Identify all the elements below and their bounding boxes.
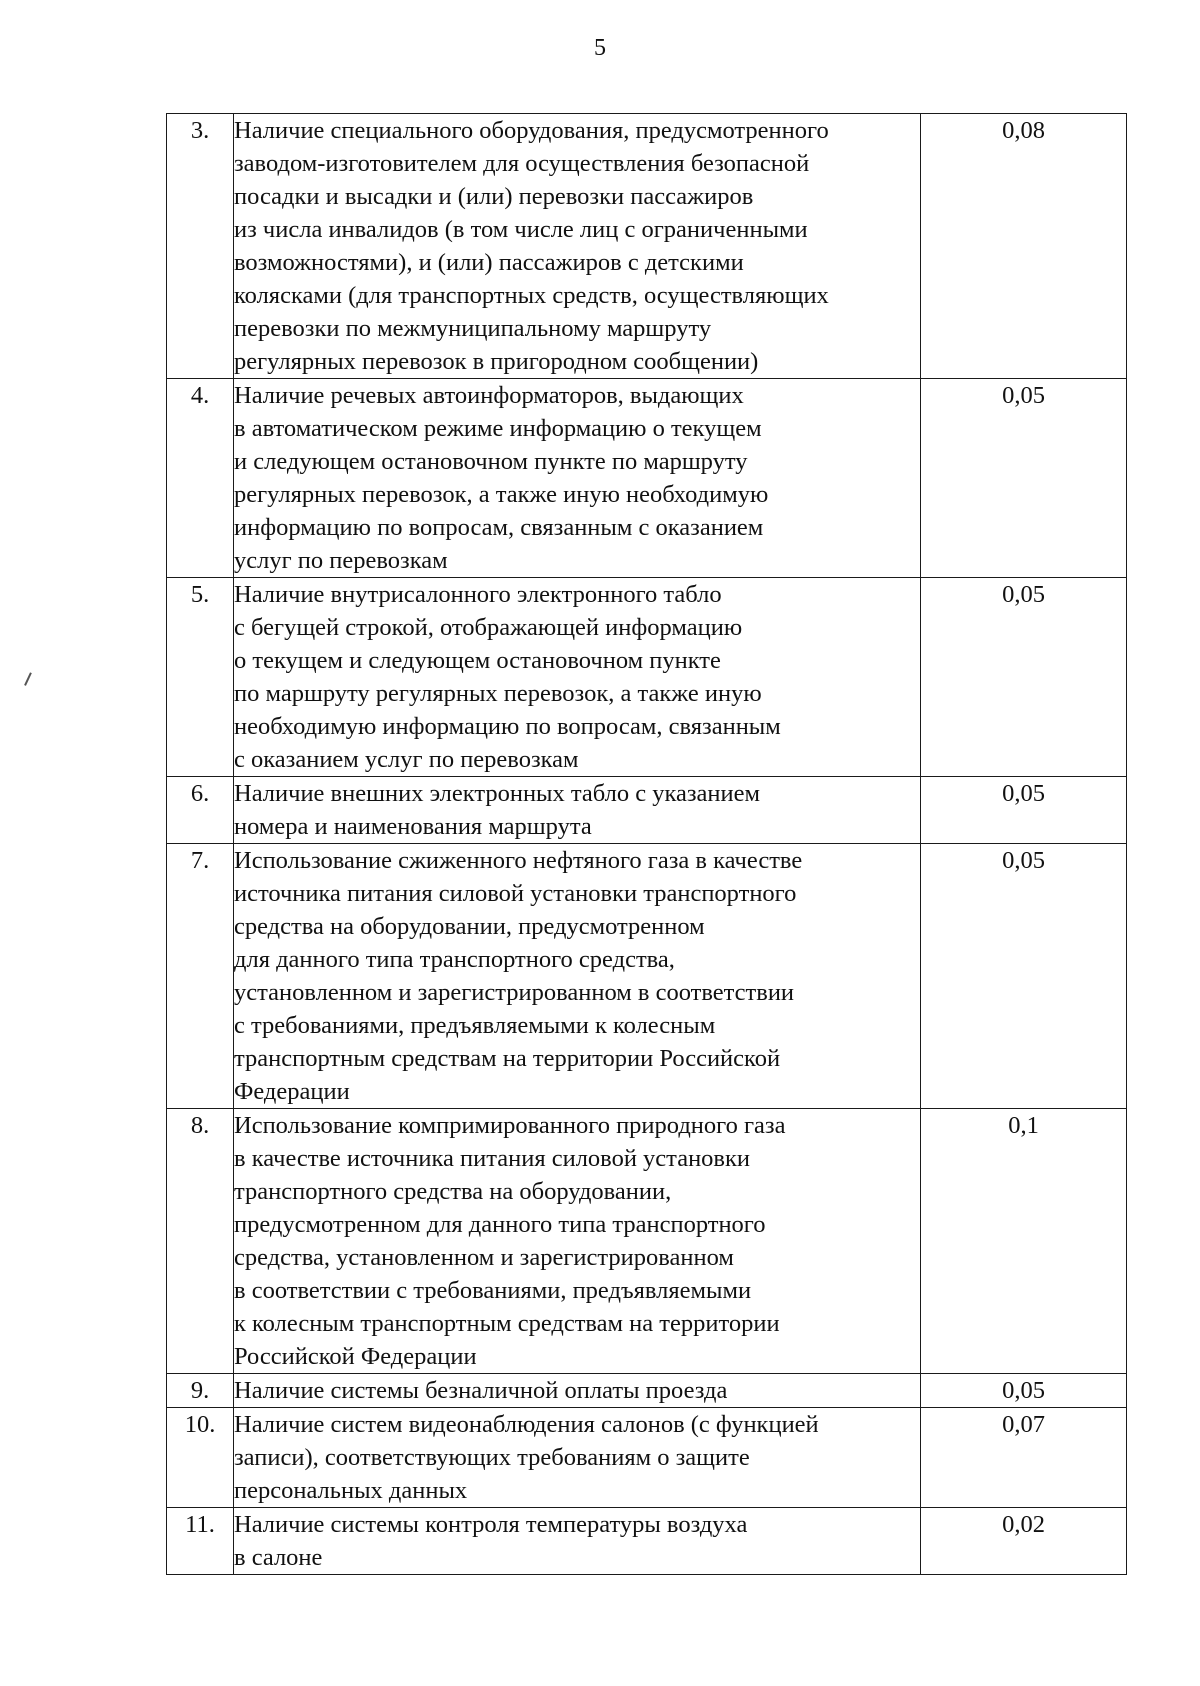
description-line: необходимую информацию по вопросам, связанным	[234, 713, 781, 740]
description-line: Наличие внутрисалонного электронного табло	[234, 581, 722, 608]
description-line: в качестве источника питания силовой установки	[234, 1145, 751, 1172]
description-line: Наличие специального оборудования, предусмотренного	[234, 117, 829, 144]
criterion-description	[234, 379, 921, 578]
criterion-value: 0,1	[921, 1109, 1127, 1374]
description-line: возможностями), и (или) пассажиров с детскими	[234, 249, 744, 276]
description-line: номера и наименования маршрута	[234, 813, 592, 840]
table-row	[167, 1508, 1127, 1575]
description-line: регулярных перевозок в пригородном сообщении)	[234, 348, 759, 375]
description-line: по маршруту регулярных перевозок, а также иную	[234, 680, 762, 707]
row-number: 11.	[167, 1508, 234, 1575]
description-line: Наличие системы контроля температуры воздуха	[234, 1511, 748, 1538]
criterion-description	[234, 844, 921, 1109]
criterion-value: 0,05	[921, 777, 1127, 844]
description-line: посадки и высадки и (или) перевозки пассажиров	[234, 183, 754, 210]
description-line: из числа инвалидов (в том числе лиц с ограниченными	[234, 216, 808, 243]
description-line: в автоматическом режиме информацию о текущем	[234, 415, 762, 442]
row-number: 9.	[167, 1374, 234, 1408]
criterion-description	[234, 1374, 921, 1408]
description-line: заводом-изготовителем для осуществления безопасной	[234, 150, 810, 177]
table-row	[167, 1109, 1127, 1374]
description-line: регулярных перевозок, а также иную необходимую	[234, 481, 769, 508]
description-line: Использование компримированного природного газа	[234, 1112, 786, 1139]
description-line: Наличие речевых автоинформаторов, выдающих	[234, 382, 744, 409]
description-line: установленном и зарегистрированном в соответствии	[234, 979, 795, 1006]
description-line: Наличие внешних электронных табло с указанием	[234, 780, 761, 807]
description-line: с оказанием услуг по перевозкам	[234, 746, 579, 773]
stray-pen-mark	[24, 672, 31, 685]
table-row	[167, 114, 1127, 379]
table-row	[167, 578, 1127, 777]
row-number: 6.	[167, 777, 234, 844]
description-line: Использование сжиженного нефтяного газа в качестве	[234, 847, 803, 874]
row-number: 4.	[167, 379, 234, 578]
description-line: для данного типа транспортного средства,	[234, 946, 675, 973]
criteria-table-body	[167, 114, 1127, 1575]
description-line: записи), соответствующих требованиям о защите	[234, 1444, 750, 1471]
criterion-value: 0,07	[921, 1408, 1127, 1508]
description-line: и следующем остановочном пункте по маршруту	[234, 448, 748, 475]
criterion-value: 0,05	[921, 1374, 1127, 1408]
table-row	[167, 844, 1127, 1109]
row-number: 7.	[167, 844, 234, 1109]
description-line: Федерации	[234, 1078, 350, 1105]
row-number: 3.	[167, 114, 234, 379]
description-line: транспортным средствам на территории Российской	[234, 1045, 781, 1072]
criterion-value: 0,08	[921, 114, 1127, 379]
page-number: 5	[594, 35, 606, 61]
criterion-value: 0,02	[921, 1508, 1127, 1575]
description-line: о текущем и следующем остановочном пункте	[234, 647, 721, 674]
table-row	[167, 1374, 1127, 1408]
description-line: перевозки по межмуниципальному маршруту	[234, 315, 712, 342]
criteria-table	[166, 113, 1127, 1575]
description-line: колясками (для транспортных средств, осуществляющих	[234, 282, 829, 309]
criterion-value: 0,05	[921, 379, 1127, 578]
description-line: персональных данных	[234, 1477, 468, 1504]
criterion-description	[234, 578, 921, 777]
description-line: информацию по вопросам, связанным с оказанием	[234, 514, 764, 541]
row-number: 10.	[167, 1408, 234, 1508]
criterion-description	[234, 1408, 921, 1508]
description-line: средства на оборудовании, предусмотренном	[234, 913, 705, 940]
description-line: услуг по перевозкам	[234, 547, 448, 574]
criterion-description	[234, 114, 921, 379]
description-line: источника питания силовой установки транспортного	[234, 880, 797, 907]
description-line: Российской Федерации	[234, 1343, 477, 1370]
description-line: в салоне	[234, 1544, 323, 1571]
description-line: средства, установленном и зарегистрированном	[234, 1244, 734, 1271]
criterion-description	[234, 1508, 921, 1575]
table-row	[167, 1408, 1127, 1508]
description-line: с бегущей строкой, отображающей информацию	[234, 614, 743, 641]
criterion-value: 0,05	[921, 844, 1127, 1109]
description-line: предусмотренном для данного типа транспортного	[234, 1211, 766, 1238]
description-line: Наличие системы безналичной оплаты проезда	[234, 1377, 728, 1404]
criterion-value: 0,05	[921, 578, 1127, 777]
description-line: с требованиями, предъявляемыми к колесным	[234, 1012, 716, 1039]
row-number: 5.	[167, 578, 234, 777]
description-line: Наличие систем видеонаблюдения салонов (с функцией	[234, 1411, 819, 1438]
description-line: к колесным транспортным средствам на территории	[234, 1310, 780, 1337]
description-line: в соответствии с требованиями, предъявляемыми	[234, 1277, 752, 1304]
table-row	[167, 379, 1127, 578]
description-line: транспортного средства на оборудовании,	[234, 1178, 672, 1205]
criterion-description	[234, 1109, 921, 1374]
row-number: 8.	[167, 1109, 234, 1374]
table-row	[167, 777, 1127, 844]
criterion-description	[234, 777, 921, 844]
